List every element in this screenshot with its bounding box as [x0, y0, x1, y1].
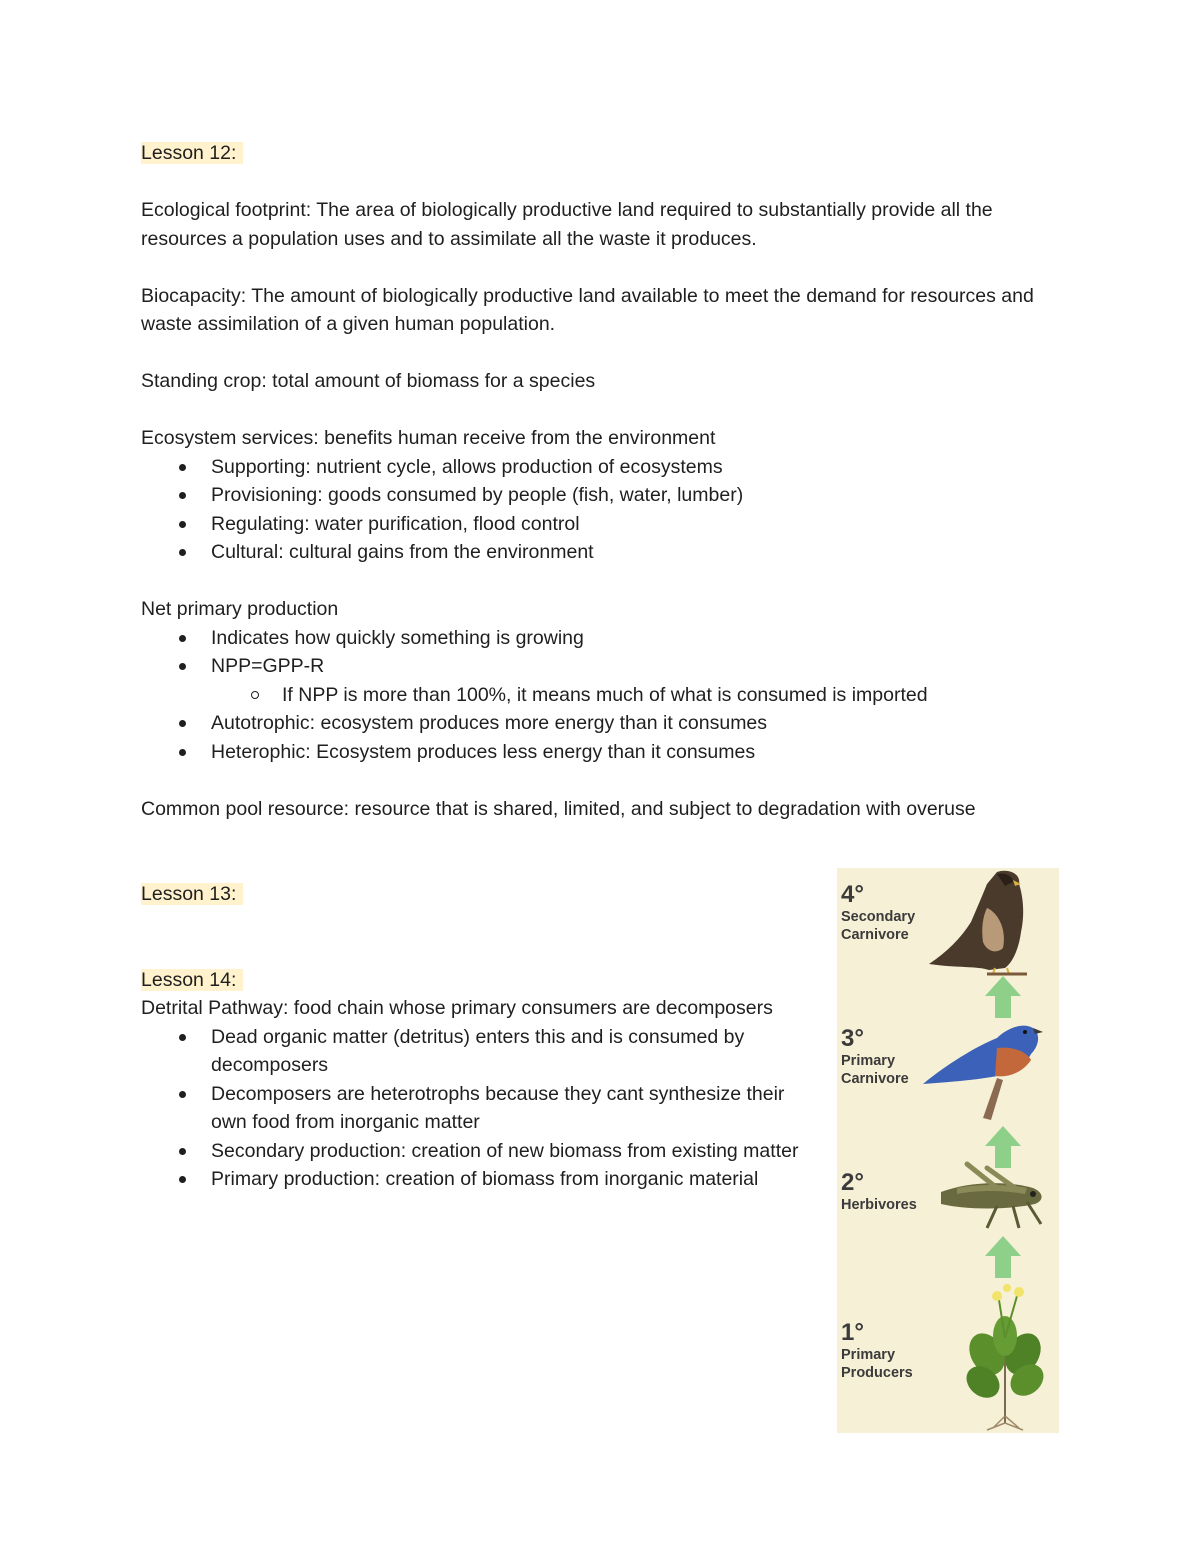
- list-item: Heterophic: Ecosystem produces less energy than it consumes: [141, 738, 1061, 767]
- plant-icon: [960, 1284, 1050, 1430]
- npp-list: [141, 624, 1061, 681]
- list-item: NPP=GPP-R: [141, 652, 1061, 681]
- list-item: Dead organic matter (detritus) enters this and is consumed by decomposers: [141, 1023, 821, 1080]
- lesson-13-heading: Lesson 13:: [141, 880, 1061, 909]
- standing-crop-definition: Standing crop: total amount of biomass for a species: [141, 370, 596, 392]
- up-arrow-icon: [985, 1126, 1021, 1168]
- npp-list-cont: [141, 709, 1061, 766]
- list-item: Primary production: creation of biomass from inorganic material: [141, 1165, 1061, 1194]
- lesson-12-heading: Lesson 12:: [141, 139, 1061, 168]
- up-arrow-icon: [985, 1236, 1021, 1278]
- list-item: Provisioning: goods consumed by people (fish, water, lumber): [141, 481, 1061, 510]
- trophic-levels-figure: [837, 868, 1059, 1433]
- list-item: Indicates how quickly something is growing: [141, 624, 1061, 653]
- list-item: If NPP is more than 100%, it means much of what is consumed is imported: [141, 681, 1061, 710]
- grasshopper-icon: [941, 1164, 1042, 1228]
- common-pool-definition: Common pool resource: resource that is shared, limited, and subject to degradation with overuse: [141, 797, 976, 820]
- level-1-label: 1° Primary Producers: [841, 1319, 913, 1381]
- list-item: Autotrophic: ecosystem produces more energy than it consumes: [141, 709, 1061, 738]
- ecological-footprint-definition: Ecological footprint: The area of biologically productive land required to substantially provide all the resources a population uses and to assimilate all the waste it produces.: [141, 199, 993, 250]
- detrital-pathway-definition: Detrital Pathway: food chain whose primary consumers are decomposers: [141, 997, 773, 1019]
- level-4-label: 4° Secondary Carnivore: [841, 881, 916, 943]
- level-2-label: 2° Herbivores: [841, 1169, 917, 1213]
- list-item: Decomposers are heterotrophs because they cant synthesize their own food from inorganic matter: [141, 1080, 821, 1137]
- list-item: Regulating: water purification, flood control: [141, 510, 1061, 539]
- detrital-list: [141, 1023, 821, 1166]
- biocapacity-definition: Biocapacity: The amount of biologically productive land available to meet the demand for resources and waste assimilation of a given human population.: [141, 284, 1034, 335]
- ecosystem-services-title: Ecosystem services: benefits human receive from the environment: [141, 427, 716, 449]
- up-arrow-icon: [985, 976, 1021, 1018]
- level-3-label: 3° Primary Carnivore: [841, 1025, 909, 1087]
- ecosystem-services-list: [141, 453, 1061, 567]
- hawk-icon: [929, 871, 1027, 974]
- list-item: Cultural: cultural gains from the environment: [141, 538, 1061, 567]
- npp-sub-list: [141, 681, 1061, 710]
- lesson-14-heading: Lesson 14:: [141, 966, 1061, 995]
- list-item: Secondary production: creation of new biomass from existing matter: [141, 1137, 821, 1166]
- bluebird-icon: [923, 1026, 1043, 1120]
- list-item: Supporting: nutrient cycle, allows production of ecosystems: [141, 453, 1061, 482]
- npp-title: Net primary production: [141, 598, 339, 620]
